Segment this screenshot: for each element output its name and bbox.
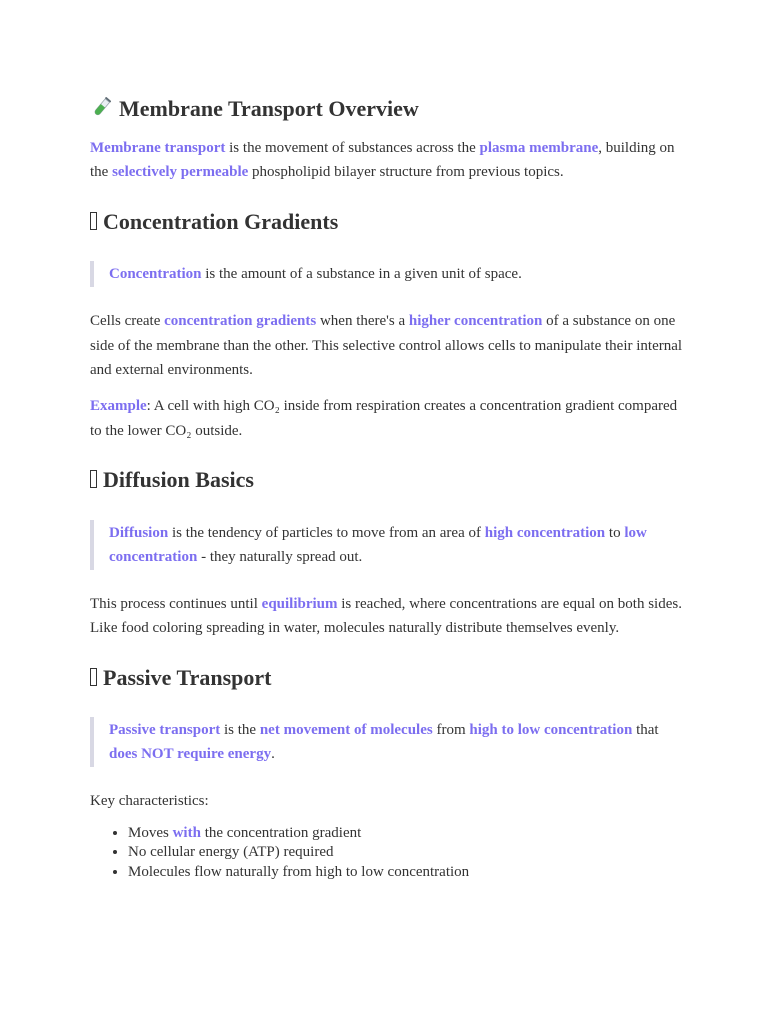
section-heading-diffusion-basics [90, 466, 685, 494]
page-title-text: Membrane Transport Overview [119, 96, 419, 121]
term-net-movement: net movement of molecules [259, 722, 433, 739]
section-heading-text: Concentration Gradients [103, 208, 339, 234]
section-heading-text: Diffusion Basics [103, 467, 254, 493]
missing-glyph-icon [90, 668, 97, 686]
term-high-concentration: high concentration [484, 524, 606, 541]
term-low-concentration: low concentration [109, 524, 647, 565]
term-plasma-membrane: plasma membrane [479, 139, 599, 156]
text: is the amount of a substance in a given unit of space. [201, 266, 522, 283]
callout-text [109, 718, 685, 766]
text: Cells create [90, 313, 165, 330]
text: Molecules flow naturally from high to low concentration [128, 863, 470, 880]
document-content [90, 90, 685, 882]
text: is reached, where concentrations are equal on both sides. Like food coloring spreading in water, molecules naturally distribute themselves evenly. [90, 595, 682, 637]
text: is the tendency of particles to move from an area of [168, 524, 485, 541]
missing-glyph-icon [90, 470, 97, 488]
text: . [271, 746, 275, 763]
term-example: Example [90, 397, 147, 414]
intro-paragraph [90, 136, 685, 185]
definition-callout-passive-transport [90, 717, 685, 767]
term-no-energy: does NOT require energy [109, 746, 272, 763]
text: phospholipid bilayer structure from previous topics. [248, 164, 564, 181]
term-diffusion: Diffusion [109, 524, 169, 541]
term-high-to-low: high to low concentration [469, 722, 633, 739]
text: to [605, 524, 625, 541]
text: Moves [128, 824, 173, 841]
text: the concentration gradient [200, 824, 362, 841]
list-item [128, 824, 685, 844]
callout-text [109, 262, 685, 286]
text: is the [220, 722, 260, 739]
text: - they naturally spread out. [197, 548, 363, 565]
list-item [128, 863, 685, 883]
section-heading-passive-transport [90, 664, 685, 692]
text: from [432, 722, 470, 739]
equilibrium-paragraph [90, 592, 685, 641]
text: of a substance on one side of the membrane than the other. This selective control allows cells to manipulate their internal and external environments. [90, 313, 683, 379]
text: when there's a [316, 313, 409, 330]
text: is the movement of substances across the [225, 139, 480, 156]
list-item [128, 843, 685, 863]
term-concentration: Concentration [109, 266, 202, 283]
definition-callout-concentration [90, 261, 685, 287]
test-tube-icon [90, 95, 114, 119]
missing-glyph-icon [90, 212, 97, 230]
term-with: with [172, 824, 201, 841]
term-membrane-transport: Membrane transport [90, 139, 226, 156]
text: This process continues until [90, 595, 262, 612]
text: No cellular energy (ATP) required [128, 844, 334, 861]
term-passive-transport: Passive transport [109, 722, 221, 739]
gradient-paragraph [90, 309, 685, 383]
text: : A cell with high CO₂ inside from respiration creates a concentration gradient compared to the lower CO₂ outside. [90, 397, 678, 439]
term-selectively-permeable: selectively permeable [112, 164, 249, 181]
section-heading-text: Passive Transport [103, 664, 272, 690]
section-heading-concentration-gradients [90, 208, 685, 236]
callout-text [109, 521, 685, 569]
text: , building on the [90, 139, 675, 181]
example-paragraph [90, 394, 685, 443]
key-characteristics-label: Key characteristics: [90, 793, 209, 810]
definition-callout-diffusion [90, 520, 685, 570]
term-equilibrium: equilibrium [261, 595, 338, 612]
term-concentration-gradients: concentration gradients [164, 313, 317, 330]
term-higher-concentration: higher concentration [408, 313, 543, 330]
text: that [632, 722, 659, 739]
page-title [90, 95, 685, 123]
characteristics-list [90, 824, 685, 883]
